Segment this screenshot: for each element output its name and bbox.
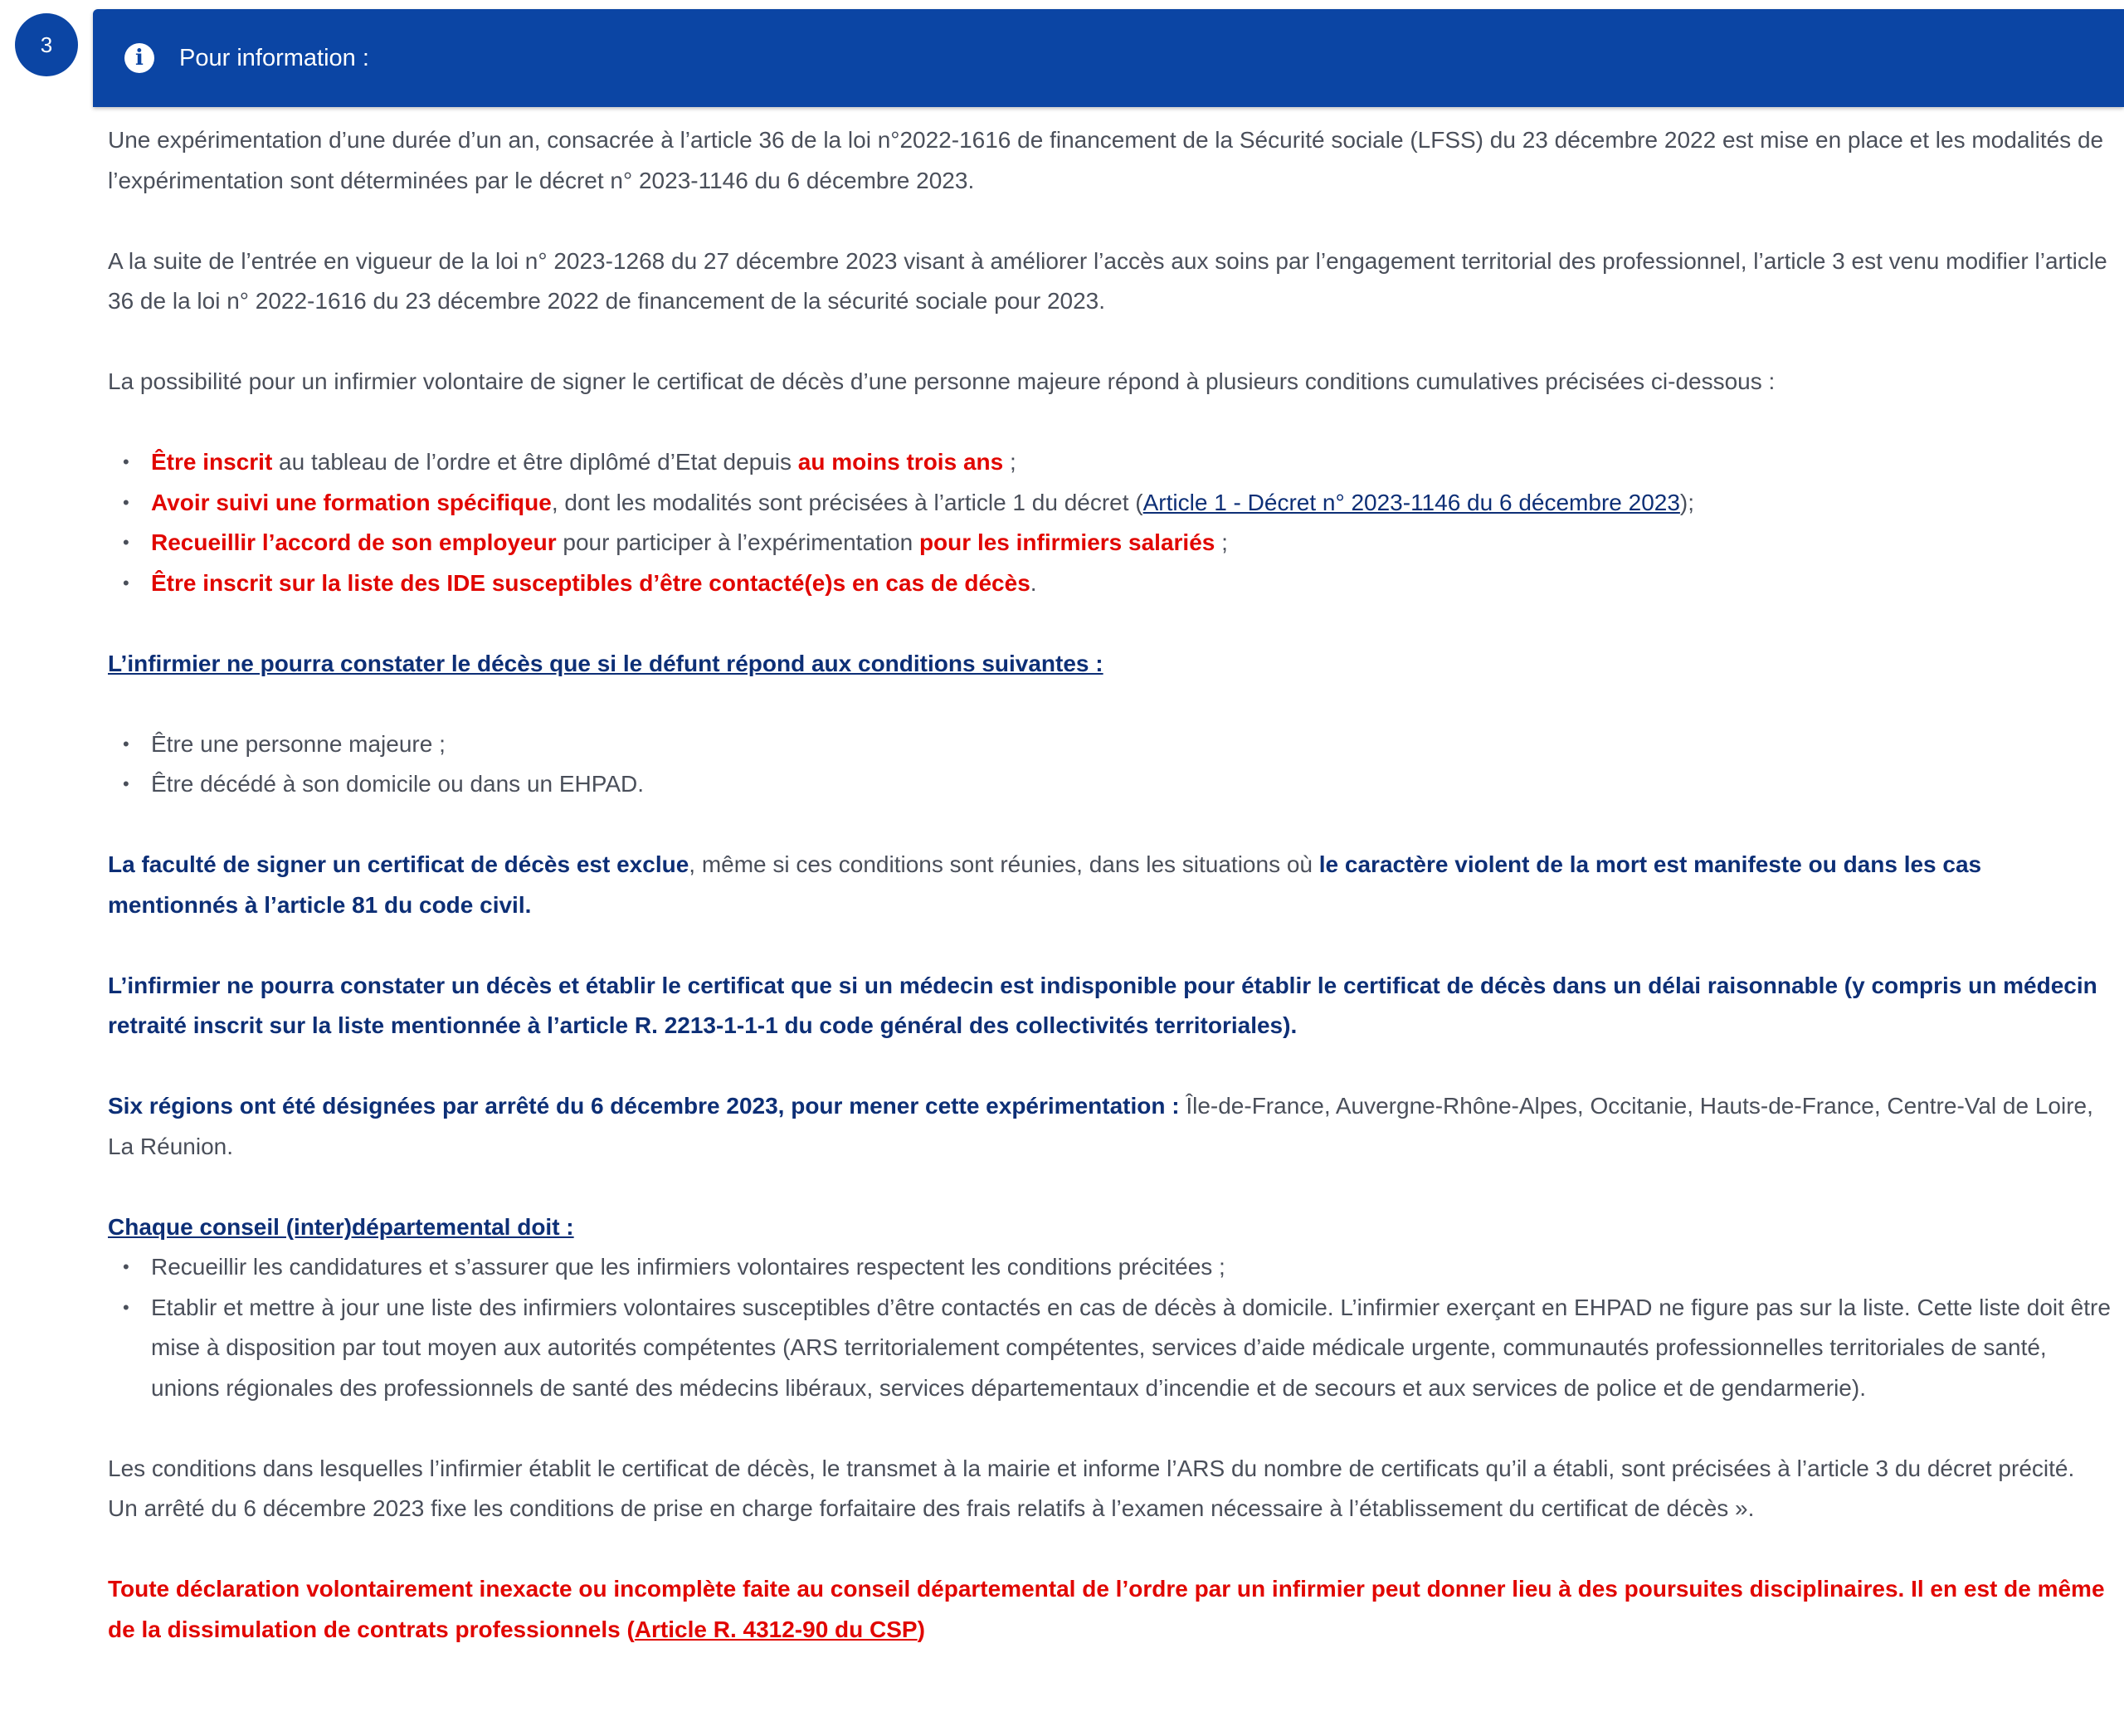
conseil-heading [108, 1207, 2112, 1248]
condition-item-4 [108, 563, 2112, 604]
condition-1-end: ; [1003, 449, 1016, 475]
info-icon: i [124, 43, 154, 73]
exclusion-paragraph [108, 845, 2112, 925]
warning-text: Toute déclaration volontairement inexacte ou incomplète faite au conseil départemental de l’ordre par un infirmier peut donner lieu à des poursuites disciplinaires. Il en est de même de la dissimulation de contrats professionnels ( [108, 1576, 2105, 1642]
closing-paragraph-1: Les conditions dans lesquelles l’infirmier établit le certificat de décès, le transmet à la mairie et informe l’ARS du nombre de certificats qu’il a établi, sont précisées à l’article 3 du décret précité. [108, 1455, 2075, 1481]
medecin-paragraph [108, 966, 2112, 1046]
closing-paragraph-2: Un arrêté du 6 décembre 2023 fixe les conditions de prise en charge forfaitaire des frais relatifs à l’examen nécessaire à l’établissement du certificat de décès ». [108, 1495, 1755, 1521]
condition-3-bold-2: pour les infirmiers salariés [918, 529, 1215, 555]
warning-paragraph [108, 1569, 2112, 1650]
intro-paragraph-3: La possibilité pour un infirmier volontaire de signer le certificat de décès d’une personne majeure répond à plusieurs conditions cumulatives précisées ci-dessous : [108, 368, 1776, 394]
regions-bold: Six régions ont été désignées par arrêté du 6 décembre 2023, pour mener cette expérimentation : [108, 1093, 1180, 1119]
banner-title: Pour information : [179, 44, 369, 71]
condition-2-bold: Avoir suivi une formation spécifique [151, 489, 552, 515]
defunt-item-1: • Être une personne majeure ; [108, 724, 2112, 765]
intro-paragraph-2: A la suite de l’entrée en vigueur de la loi n° 2023-1268 du 27 décembre 2023 visant à améliorer l’accès aux soins par l’engagement territorial des professionnel, l’article 3 est venu modifier l’article 36 de la loi n° 2022-1616 du 23 décembre 2022 de financement de la sécurité sociale pour 2023. [108, 247, 2107, 314]
conseil-item-1: • Recueillir les candidatures et s’assurer que les infirmiers volontaires respectent les conditions précitées ; [108, 1247, 2112, 1288]
regions-list-text: Île-de-France, Auvergne-Rhône-Alpes, Occitanie, Hauts-de-France, Centre-Val de Loire, La Réunion. [108, 1093, 2093, 1159]
defunt-heading [108, 644, 2112, 685]
conseil-item-2: • Etablir et mettre à jour une liste des infirmiers volontaires susceptibles d’être contactés en cas de décès à domicile. L’infirmier exerçant en EHPAD ne figure pas sur la liste. Cette liste doit être mise à disposition par tout moyen aux autorités compétentes (ARS territorialement compétentes, services d’aide médicale urgente, communautés professionnelles territoriales de santé, unions régionales des professionnels de santé des médecins libéraux, services départementaux d’incendie et de secours et aux services de police et de gendarmerie). [108, 1288, 2112, 1409]
intro-paragraph-1: Une expérimentation d’une durée d’un an, consacrée à l’article 36 de la loi n°2022-1616 de financement de la Sécurité sociale (LFSS) du 23 décembre 2022 est mise en place et les modalités de l’expérimentation sont déterminées par le décret n° 2023-1146 du 6 décembre 2023. [108, 127, 2104, 193]
condition-2-text: , dont les modalités sont précisées à l’article 1 du décret ( [551, 489, 1143, 515]
condition-3-end: ; [1215, 529, 1228, 555]
condition-1-bold-2: au moins trois ans [797, 449, 1004, 475]
defunt-heading-text: L’infirmier ne pourra constater le décès que si le défunt répond aux conditions suivantes : [108, 650, 1103, 676]
condition-4-bold: Être inscrit sur la liste des IDE susceptibles d’être contacté(e)s en cas de décès [151, 569, 1030, 596]
information-banner [93, 9, 2124, 107]
conseil-duties-list [108, 1247, 2112, 1408]
regions-paragraph [108, 1086, 2112, 1167]
decret-article-1-link[interactable]: Article 1 - Décret n° 2023-1146 du 6 décembre 2023 [1142, 489, 1680, 515]
exclusion-text: , même si ces conditions sont réunies, dans les situations où [689, 851, 1319, 877]
condition-3-text: pour participer à l’expérimentation [556, 529, 919, 555]
step-number-badge [15, 13, 78, 76]
conseil-heading-text: Chaque conseil (inter)départemental doit : [108, 1213, 574, 1240]
step-number: 3 [40, 32, 53, 57]
information-content [108, 120, 2112, 1690]
condition-1-text: au tableau de l’ordre et être diplômé d’Etat depuis [272, 449, 798, 475]
defunt-item-2: • Être décédé à son domicile ou dans un EHPAD. [108, 764, 2112, 805]
exclusion-bold-1: La faculté de signer un certificat de décès est exclue [108, 851, 689, 877]
condition-2-end: ); [1679, 489, 1695, 515]
medecin-text: L’infirmier ne pourra constater un décès et établir le certificat que si un médecin est indisponible pour établir le certificat de décès dans un délai raisonnable (y compris un médecin retraité inscrit sur la liste mentionnée à l’article R. 2213-1-1-1 du code général des collectivités territoriales). [108, 972, 2097, 1038]
csp-article-link[interactable]: Article R. 4312-90 du CSP [634, 1616, 918, 1642]
exclusion-bold-2: le caractère violent de la mort est manifeste ou dans les cas mentionnés à l’article 81 du code civil. [108, 851, 1982, 918]
condition-4-end: . [1030, 569, 1037, 596]
condition-item-1 [108, 442, 2112, 483]
condition-item-3 [108, 523, 2112, 563]
condition-3-bold: Recueillir l’accord de son employeur [151, 529, 557, 555]
conditions-list [108, 442, 2112, 603]
condition-1-bold: Être inscrit [151, 449, 273, 475]
defunt-conditions-list [108, 724, 2112, 805]
condition-item-2 [108, 483, 2112, 524]
warning-end: ) [917, 1616, 925, 1642]
